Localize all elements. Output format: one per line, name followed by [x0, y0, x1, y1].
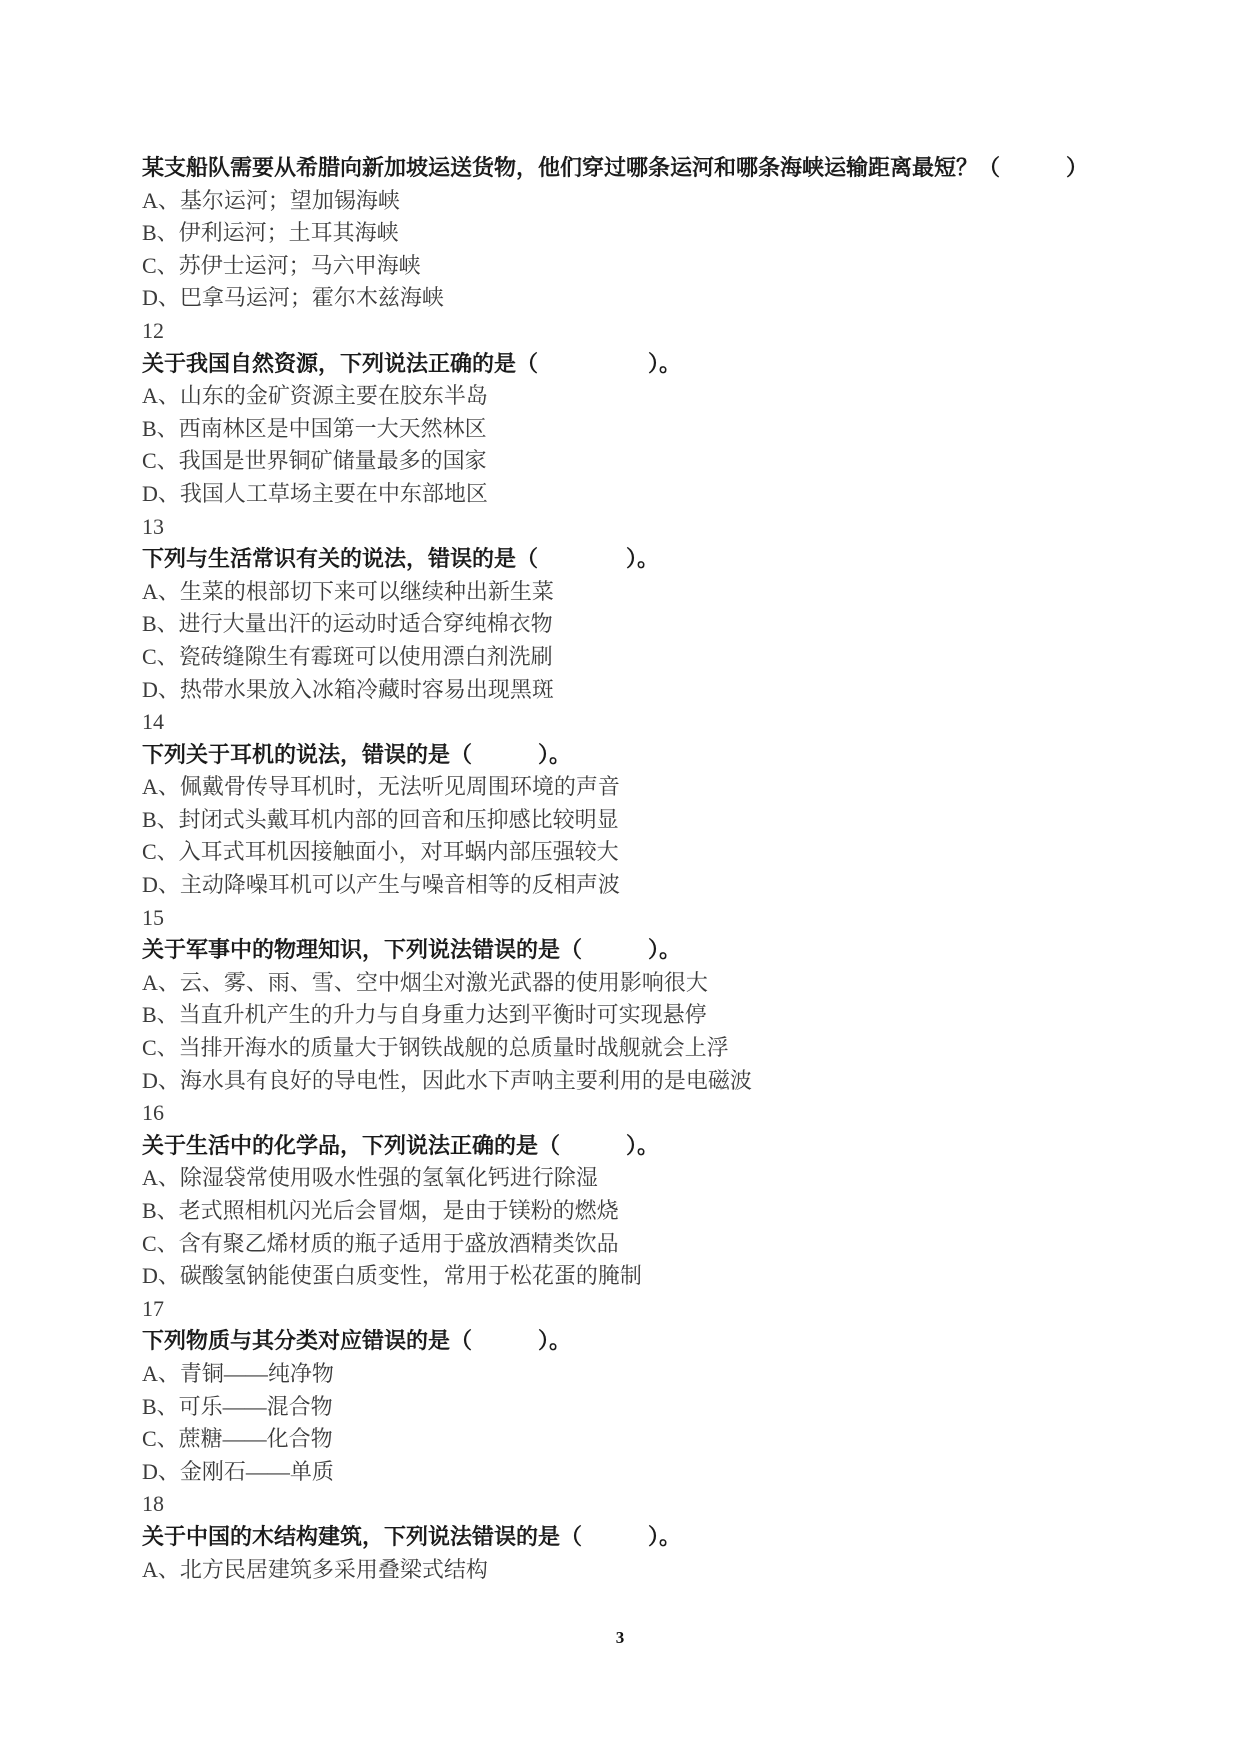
- question-number: 17: [142, 1295, 164, 1321]
- question-option-b: B、可乐——混合物: [142, 1393, 333, 1419]
- question-option-a: A、佩戴骨传导耳机时，无法听见周围环境的声音: [142, 774, 620, 800]
- question-option-b: B、进行大量出汗的运动时适合穿纯棉衣物: [142, 611, 553, 637]
- question-block: [142, 706, 1122, 902]
- question-block: [142, 902, 1122, 1098]
- question-stem: 下列与生活常识有关的说法，错误的是（ ）。: [142, 546, 660, 572]
- question-option-a: A、云、雾、雨、雪、空中烟尘对激光武器的使用影响很大: [142, 969, 708, 995]
- question-number: 14: [142, 709, 164, 735]
- question-option-c: C、我国是世界铜矿储量最多的国家: [142, 448, 487, 474]
- question-option-c: C、瓷砖缝隙生有霉斑可以使用漂白剂洗刷: [142, 643, 553, 669]
- question-option-a: A、青铜——纯净物: [142, 1360, 334, 1386]
- question-option-d: D、碳酸氢钠能使蛋白质变性，常用于松花蛋的腌制: [142, 1263, 642, 1289]
- question-option-b: B、西南林区是中国第一大天然林区: [142, 415, 487, 441]
- question-list: [142, 152, 1122, 1586]
- question-stem: 关于我国自然资源，下列说法正确的是（ ）。: [142, 350, 682, 376]
- question-block: [142, 511, 1122, 707]
- question-option-d: D、热带水果放入冰箱冷藏时容易出现黑斑: [142, 676, 554, 702]
- question-stem: 关于中国的木结构建筑，下列说法错误的是（ ）。: [142, 1523, 682, 1549]
- question-option-b: B、封闭式头戴耳机内部的回音和压抑感比较明显: [142, 806, 619, 832]
- question-option-c: C、苏伊士运河；马六甲海峡: [142, 252, 421, 278]
- question-stem: 关于生活中的化学品，下列说法正确的是（ ）。: [142, 1132, 660, 1158]
- question-block: [142, 152, 1122, 315]
- question-block: [142, 315, 1122, 511]
- question-option-b: B、伊利运河；土耳其海峡: [142, 220, 399, 246]
- question-option-d: D、主动降噪耳机可以产生与噪音相等的反相声波: [142, 872, 620, 898]
- question-block: [142, 1293, 1122, 1489]
- question-block: [142, 1097, 1122, 1293]
- question-stem: 下列关于耳机的说法，错误的是（ ）。: [142, 741, 572, 767]
- question-option-b: B、当直升机产生的升力与自身重力达到平衡时可实现悬停: [142, 1002, 707, 1028]
- question-option-d: D、我国人工草场主要在中东部地区: [142, 480, 488, 506]
- question-option-b: B、老式照相机闪光后会冒烟，是由于镁粉的燃烧: [142, 1198, 619, 1223]
- question-number: 16: [142, 1100, 164, 1126]
- question-number: 13: [142, 513, 164, 539]
- question-option-a: A、生菜的根部切下来可以继续种出新生菜: [142, 578, 554, 604]
- question-stem: 关于军事中的物理知识，下列说法错误的是（ ）。: [142, 937, 682, 963]
- question-option-c: C、当排开海水的质量大于钢铁战舰的总质量时战舰就会上浮: [142, 1035, 729, 1061]
- question-option-c: C、入耳式耳机因接触面小，对耳蜗内部压强较大: [142, 839, 619, 865]
- question-number: 18: [142, 1491, 164, 1517]
- question-block: [142, 1488, 1122, 1586]
- question-option-c: C、含有聚乙烯材质的瓶子适用于盛放酒精类饮品: [142, 1230, 619, 1256]
- question-stem: 某支船队需要从希腊向新加坡运送货物，他们穿过哪条运河和哪条海峡运输距离最短？（ ）: [142, 155, 1089, 180]
- question-option-a: A、北方民居建筑多采用叠梁式结构: [142, 1556, 488, 1582]
- question-option-a: A、山东的金矿资源主要在胶东半岛: [142, 383, 488, 409]
- question-option-d: D、巴拿马运河；霍尔木兹海峡: [142, 285, 444, 311]
- question-stem: 下列物质与其分类对应错误的是（ ）。: [142, 1328, 572, 1354]
- question-option-d: D、金刚石——单质: [142, 1458, 334, 1484]
- question-option-c: C、蔗糖——化合物: [142, 1426, 333, 1452]
- page-number: 3: [615, 1628, 625, 1647]
- question-number: 15: [142, 904, 164, 930]
- question-option-a: A、除湿袋常使用吸水性强的氢氧化钙进行除湿: [142, 1165, 598, 1191]
- question-option-d: D、海水具有良好的导电性，因此水下声呐主要利用的是电磁波: [142, 1067, 752, 1093]
- question-option-a: A、基尔运河；望加锡海峡: [142, 187, 400, 213]
- question-number: 12: [142, 317, 164, 343]
